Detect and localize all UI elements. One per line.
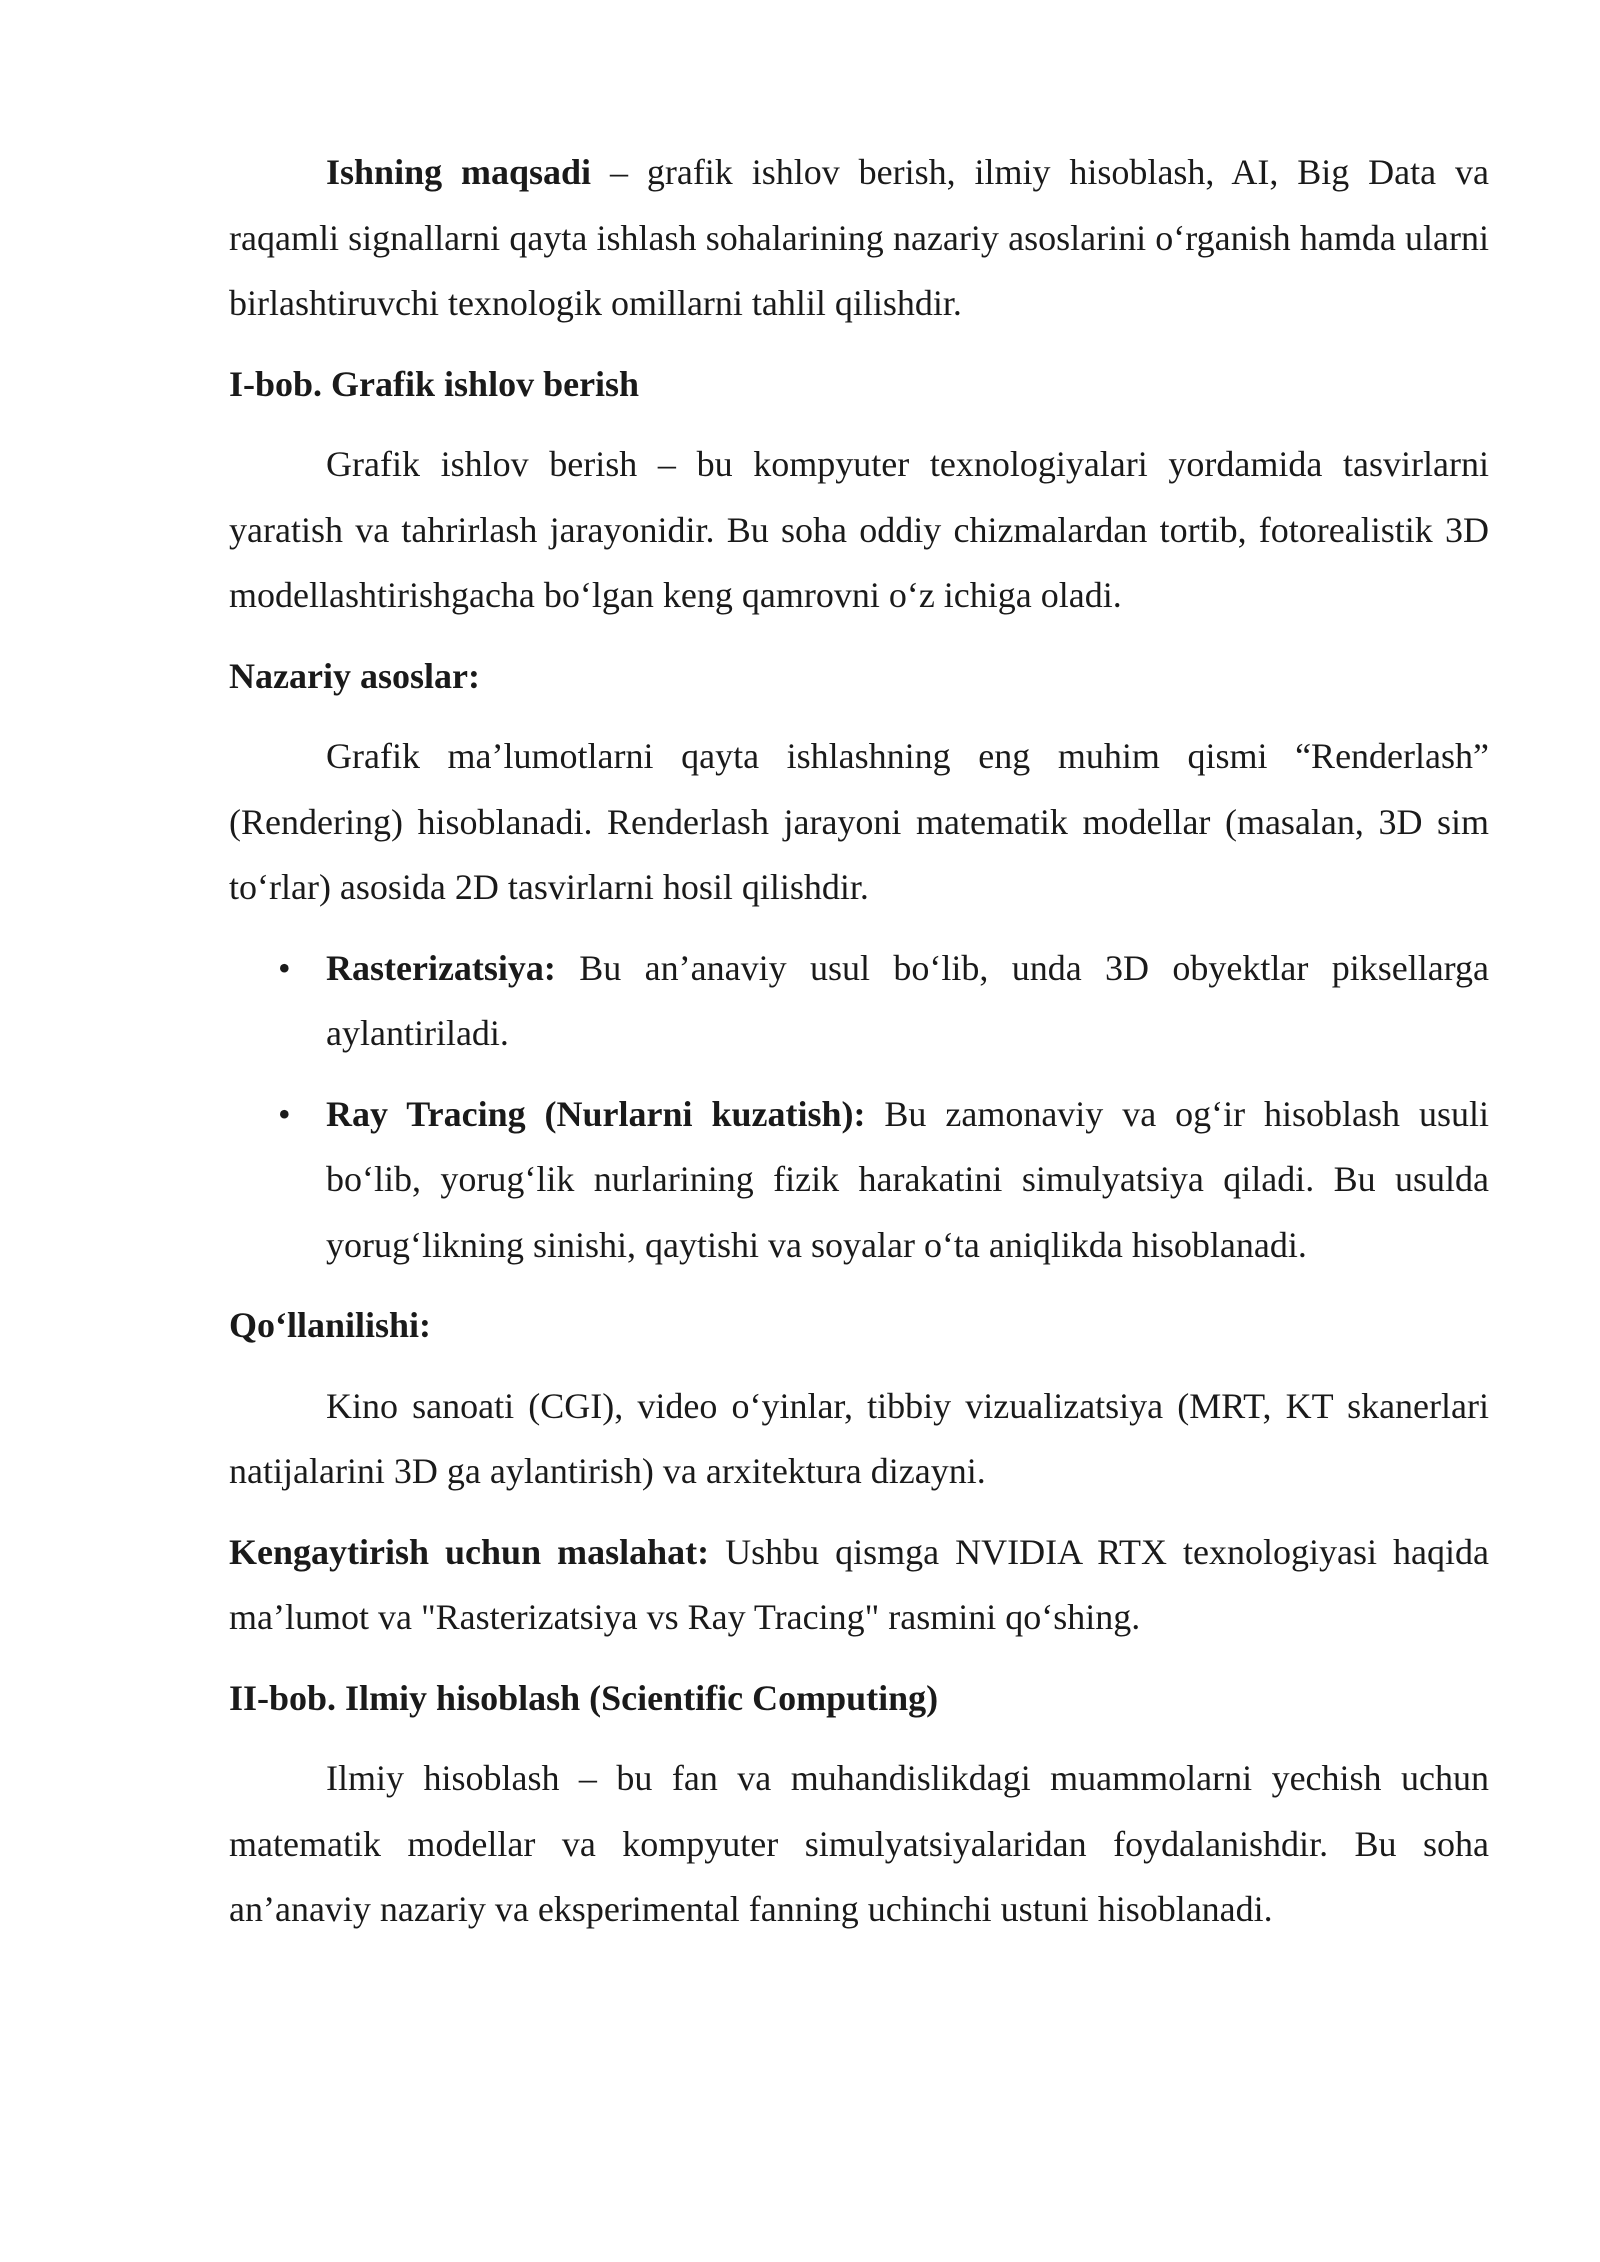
intro-text: – grafik ishlov berish, ilmiy hisoblash, AI, Big Data va raqamli signallarni qayta ishlash sohalarining nazariy asoslarini o‘rganish hamda ularni birlashtiruvchi texnologik omillarni tahlil qilishdir. [229,152,1489,323]
document-page [229,140,1489,1943]
bullet-icon: • [278,947,291,988]
list-item-term: Rasterizatsiya: [326,947,556,988]
chapter2-paragraph: Ilmiy hisoblash – bu fan va muhandislikdagi muammolarni yechish uchun matematik modellar va kompyuter simulyatsiyalaridan foydalanishdir. Bu soha an’anaviy nazariy va eksperimental fanning uchinchi ustuni hisoblanadi. [229,1758,1489,1929]
list-item-rasterization [229,936,1489,1067]
tip-text: Ushbu qismga NVIDIA RTX texnologiyasi haqida ma’lumot va "Rasterizatsiya vs Ray Tracing" rasmini qo‘shing. [229,1531,1489,1637]
list-item-text: Bu zamonaviy va og‘ir hisoblash usuli bo‘lib, yorug‘lik nurlarining fizik harakatini simulyatsiya qiladi. Bu usulda yorug‘likning sinishi, qaytishi va soyalar o‘ta aniqlikda hisoblanadi. [326,1093,1489,1265]
theory-paragraph: Grafik ma’lumotlarni qayta ishlashning eng muhim qismi “Renderlash” (Rendering) hisoblanadi. Renderlash jarayoni matematik modellar (masalan, 3D sim to‘rlar) asosida 2D tasvirlarni hosil qilishdir. [229,736,1489,907]
tip-label: Kengaytirish uchun maslahat: [229,1531,710,1572]
usage-paragraph: Kino sanoati (CGI), video o‘yinlar, tibbiy vizualizatsiya (MRT, KT skanerlari natijalarini 3D ga aylantirish) va arxitektura dizayni. [229,1385,1489,1491]
usage-heading: Qo‘llanilishi: [229,1305,432,1345]
bullet-icon: • [278,1093,291,1134]
intro-lead: Ishning maqsadi [326,152,592,192]
chapter2-title: II-bob. Ilmiy hisoblash (Scientific Computing) [229,1677,939,1718]
intro-paragraph [229,140,1489,337]
theory-heading: Nazariy asoslar: [229,655,480,696]
tip-paragraph [229,1520,1489,1651]
chapter1-title: I-bob. Grafik ishlov berish [229,363,640,404]
list-item-ray-tracing [229,1082,1489,1279]
list-item-term: Ray Tracing (Nurlarni kuzatish): [326,1093,866,1134]
rendering-methods-list [229,936,1489,1279]
chapter1-paragraph: Grafik ishlov berish – bu kompyuter texnologiyalari yordamida tasvirlarni yaratish va tahrirlash jarayonidir. Bu soha oddiy chizmalardan tortib, fotorealistik 3D modellashtirishgacha bo‘lgan keng qamrovni o‘z ichiga oladi. [229,444,1489,615]
list-item-text: Bu an’anaviy usul bo‘lib, unda 3D obyektlar piksellarga aylantiriladi. [326,947,1489,1053]
